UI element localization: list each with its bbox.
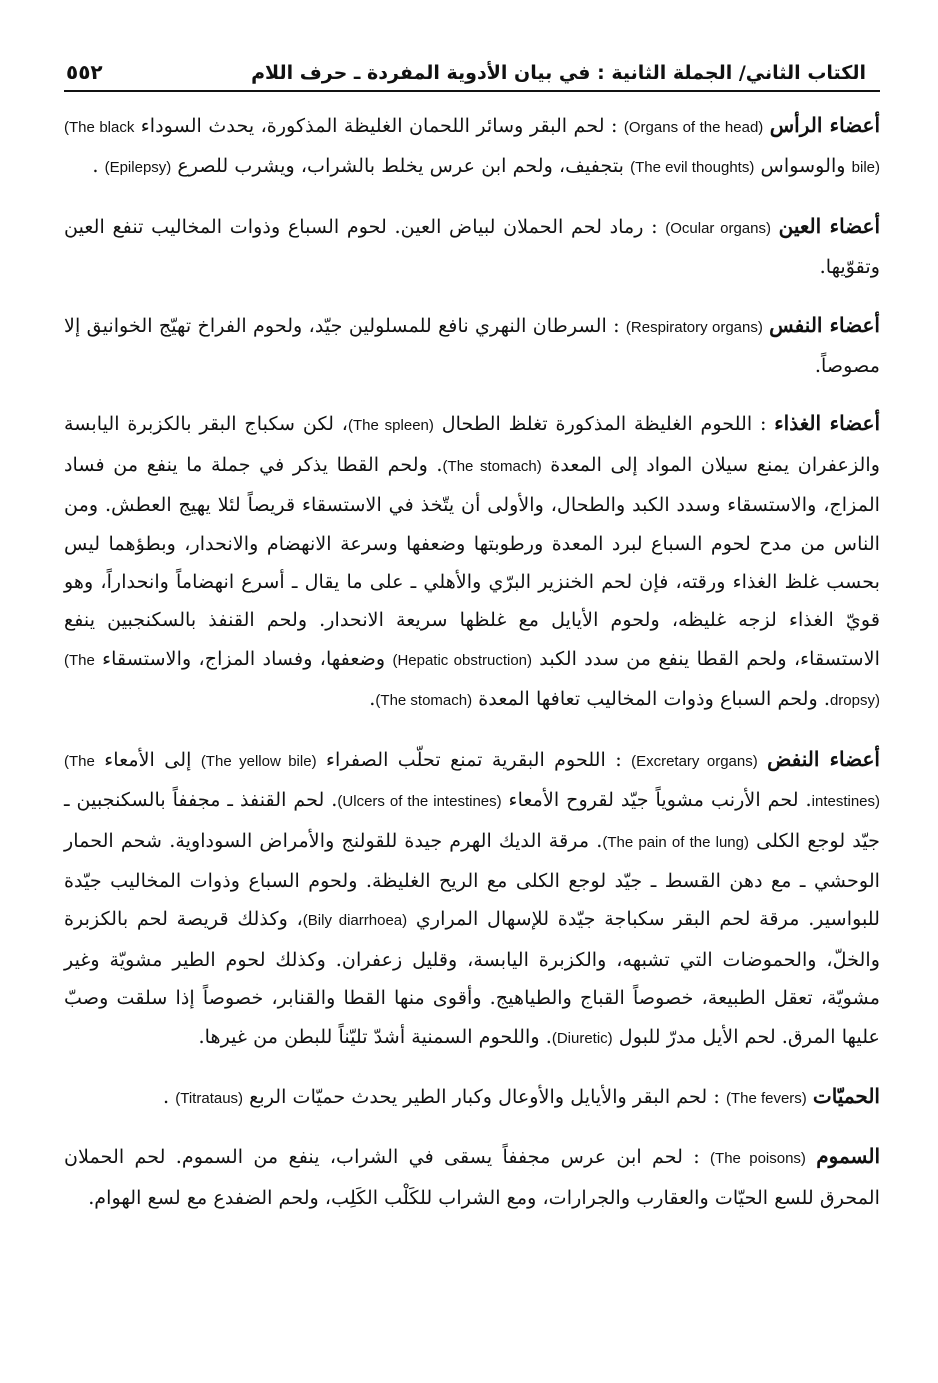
entry-text: : لحم البقر وسائر اللحمان الغليظة المذكورة، يحدث السوداء	[134, 114, 624, 137]
latin-gloss: (The pain of the lung)	[602, 833, 749, 851]
entry-text: ، لكن سكباج البقر بالكزبرة اليابسة والزعفران يمنع سيلان المواد إلى المعدة	[64, 412, 880, 476]
latin-gloss: (The poisons)	[710, 1150, 806, 1168]
latin-gloss: (The black bile)	[64, 119, 880, 177]
entry-text: : لحم البقر والأيايل والأوعال وكبار الطير يحدث حميّات الربع	[243, 1084, 726, 1108]
entry-text: . واللحوم السمنية أشدّ تليّناً للبطن من غيرها.	[198, 1024, 552, 1048]
entry-paragraph	[64, 207, 880, 287]
latin-gloss: (Epilepsy)	[104, 159, 172, 177]
running-header	[64, 50, 880, 88]
entry-text: .	[369, 687, 376, 711]
entry-paragraph	[64, 1077, 880, 1118]
latin-gloss: (Ocular organs)	[665, 219, 771, 237]
header-title: الكتاب الثاني/ الجملة الثانية : في بيان الأدوية المفردة ـ حرف اللام	[251, 62, 866, 84]
entry-term: السموم	[816, 1144, 881, 1169]
entry-text: : اللحوم البقرية تمنع تحلّب الصفراء	[316, 747, 632, 771]
entry-text: ، وكذلك قريصة لحم بالكزبرة والخلّ، والحموضات التي تشبهه، والكزبرة اليابسة، وقليل زعفران. وكذلك لحوم الطير مشويّة وغير مشويّة، تعقل الطبيعة، خصوصاً القباج والطياهيج. وأقوى منها القطا والقنابر، خصوصاً إذا سلقت وصبّ عليها المرق. لحم الأيل مدرّ للبول	[64, 907, 880, 1048]
entry-paragraph	[64, 1137, 880, 1217]
latin-gloss: (The dropsy)	[64, 651, 880, 710]
entry-term: الحميّات	[812, 1083, 880, 1108]
latin-gloss: (Respiratory organs)	[625, 318, 763, 336]
latin-gloss: (The stomach)	[375, 692, 473, 710]
page-number: ٥٥٢	[66, 60, 103, 84]
latin-gloss: (Titrataus)	[175, 1089, 244, 1107]
latin-gloss: (The stomach)	[442, 457, 542, 475]
entry-paragraph	[64, 106, 880, 188]
latin-gloss: (Diuretic)	[551, 1029, 613, 1047]
entry-term: أعضاء النفس	[769, 312, 880, 337]
entry-text: : اللحوم الغليظة المذكورة تغلظ الطحال	[433, 412, 767, 436]
entry-text: : رماد لحم الحملان لبياض العين. لحوم السباع وذوات المخاليب تنفع العين وتقوّيها.	[64, 214, 880, 279]
entry-text: والوسواس	[754, 154, 852, 178]
entry-text: . ولحم السباع وذوات المخاليب تعافها المعدة	[472, 687, 830, 711]
entry-text: : السرطان النهري نافع للمسلولين جيّد، ولحوم الفراخ تهيّج الخوانيق إلا مصوصاً.	[64, 313, 880, 378]
entry-text: إلى الأمعاء	[94, 747, 201, 771]
page-body	[64, 106, 880, 1217]
latin-gloss: (Excretary organs)	[631, 752, 758, 770]
entry-text: .	[163, 1084, 176, 1108]
latin-gloss: (The evil thoughts)	[630, 159, 755, 177]
entry-text: . مرقة الديك الهرم جيدة للقولنج والأمراض السوداوية. شحم الحمار الوحشي ـ مع دهن القسط ـ جيّد لوجع الكلى مع الريح الغليظة. ولحوم السباع وذوات المخاليب جيّدة للبواسير. مرقة لحم البقر سكباجة جيّدة للإسهال المراري	[64, 828, 880, 931]
entry-text: وضعفها، وفساد المزاج، والاستسقاء	[94, 646, 393, 670]
entry-paragraph	[64, 740, 880, 1058]
latin-gloss: (The fevers)	[725, 1089, 807, 1107]
entry-paragraph	[64, 306, 880, 386]
latin-gloss: (Organs of the head)	[623, 119, 764, 136]
entry-text: . لحم القنفذ ـ مجففاً بالسكنجبين ـ جيّد لوجع الكلى	[64, 788, 880, 852]
entry-text: .	[92, 154, 105, 178]
latin-gloss: (Hepatic obstruction)	[392, 651, 533, 669]
entry-term: أعضاء الرأس	[769, 113, 881, 137]
entry-term: أعضاء العين	[778, 213, 881, 238]
entry-paragraph	[64, 404, 880, 720]
latin-gloss: (The yellow bile)	[200, 752, 317, 770]
latin-gloss: (The intestines)	[64, 752, 881, 811]
header-rule	[64, 90, 880, 92]
entry-term: أعضاء الغذاء	[774, 411, 881, 436]
latin-gloss: (Ulcers of the intestines)	[337, 793, 502, 811]
entry-text: . ولحم القطا يذكر في جملة ما ينفع من فساد المزاج، والاستسقاء وسدد الكبد والطحال، والأولى أن يتّخذ في الاستسقاء قريصاً لئلا يهيج العطش. ومن الناس من مدح لحوم السباع لبرد المعدة ورطوبتها وضعفها وسرعة الانهضام والانحدار، وبطؤهما ليس بحسب غلظ الغذاء ورقته، فإن لحم الخنزير البرّي والأهلي ـ على ما يقال ـ أسرع انهضاماً وانحداراً، وهو قويّ الغذاء لزجه غليظه، ولحوم الأيايل مع غلظها سريعة الانحدار. ولحم القنفذ بالسكنجبين ينفع الاستسقاء، ولحم القطا ينفع من سدد الكبد	[64, 452, 880, 670]
entry-term: أعضاء النفض	[767, 746, 880, 771]
entry-text: . لحم الأرنب مشوياً جيّد لقروح الأمعاء	[501, 788, 812, 812]
latin-gloss: (The spleen)	[347, 417, 434, 435]
latin-gloss: (Bily diarrhoea)	[302, 912, 408, 930]
entry-text: : لحم ابن عرس مجففاً يسقى في الشراب، ينفع من السموم. لحم الحملان المحرق للسع الحيّات والعقارب والجرارات، ومع الشراب للكَلْب الكَلِب، ولحم الضفدع مع لسع الهوام.	[64, 1145, 880, 1209]
entry-text: بتجفيف، ولحم ابن عرس يخلط بالشراب، ويشرب للصرع	[171, 154, 631, 178]
